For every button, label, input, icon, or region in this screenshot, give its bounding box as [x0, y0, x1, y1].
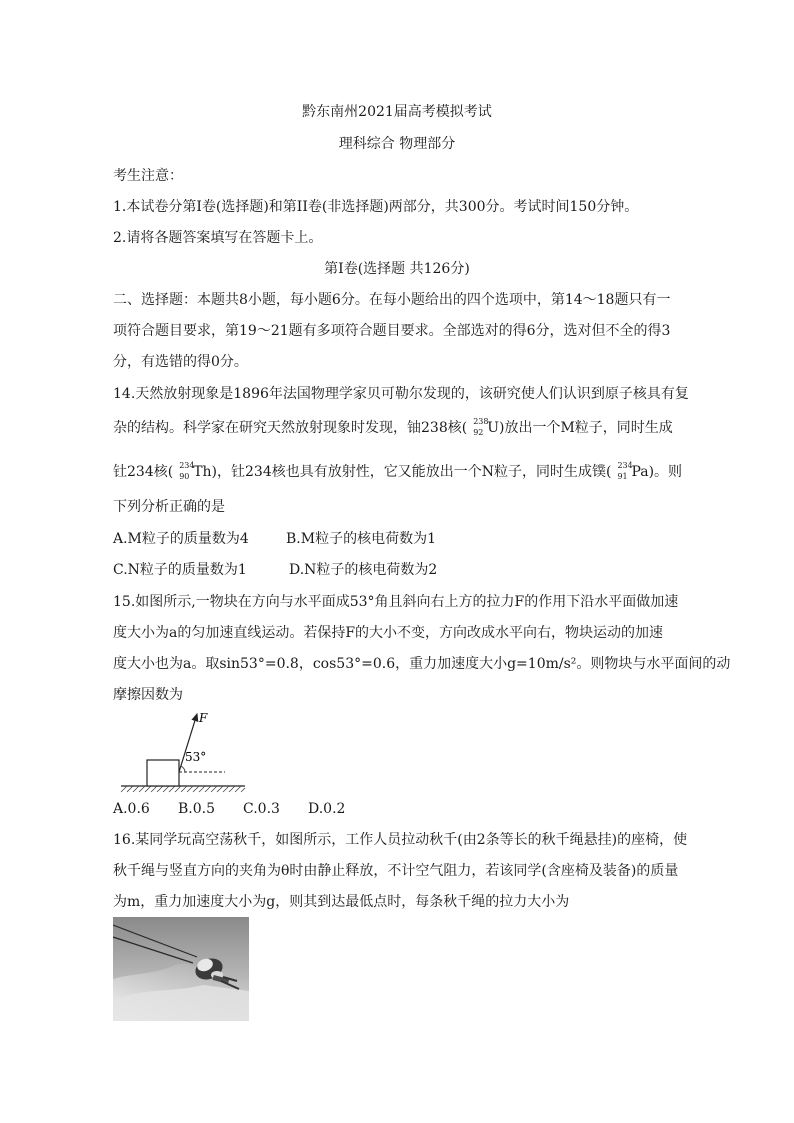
- q15-line-2: 度大小为a的匀加速直线运动。若保持F的大小不变，方向改成水平向右，物块运动的加速: [113, 625, 664, 641]
- q14-line-1: 14.天然放射现象是1896年法国物理学家贝可勒尔发现的，该研究使人们认识到原子核具有复: [113, 386, 689, 402]
- thorium-isotope: [173, 462, 193, 482]
- uranium-mass-number: 238: [473, 417, 489, 426]
- q15-option-d[interactable]: D.0.2: [308, 801, 346, 817]
- angle-arc: [181, 766, 185, 772]
- section-title: 第I卷(选择题 共126分): [324, 261, 470, 277]
- angle-label: 53°: [185, 750, 207, 764]
- q14-line-2: [113, 418, 673, 438]
- q16-line-3: 为m，重力加速度大小为g，则其到达最低点时，每条秋千绳的拉力大小为: [113, 894, 570, 910]
- thorium-symbol: Th: [193, 464, 212, 480]
- notice-heading: 考生注意：: [113, 168, 183, 184]
- thorium-mass-number: 234: [179, 461, 195, 470]
- notice-item-2: 2.请将各题答案填写在答题卡上。: [113, 230, 323, 246]
- q15-option-c[interactable]: C.0.3: [243, 801, 280, 817]
- q15-line-3: 度大小也为a。取sin53°=0.8，cos53°=0.6，重力加速度大小g=10m/s²。则物块与水平面间的动: [113, 656, 731, 672]
- exam-title: 黔东南州2021届高考模拟考试: [302, 104, 492, 120]
- q15-line-4: 摩擦因数为: [113, 687, 183, 703]
- q14-line-3-b: )，钍234核也具有放射性，它又能放出一个N粒子，同时生成镤(: [211, 464, 612, 480]
- q15-line-1: 15.如图所示,一物块在方向与水平面成53°角且斜向右上方的拉力F的作用下沿水平面做加速: [113, 594, 679, 610]
- force-label: F: [199, 711, 208, 725]
- instructions-line-3: 分，有选错的得0分。: [113, 354, 248, 370]
- q16-line-2: 秋千绳与竖直方向的夹角为θ时由静止释放，不计空气阻力，若该同学(含座椅及装备)的质量: [113, 863, 679, 879]
- q14-line-3: [113, 462, 682, 482]
- q14-line-3-c: )。则: [648, 464, 683, 480]
- block: [147, 760, 179, 786]
- instructions-line-1: 二、选择题：本题共8小题，每小题6分。在每小题给出的四个选项中，第14～18题只有一: [113, 292, 671, 308]
- protactinium-atomic-number: 91: [617, 472, 628, 481]
- q14-line-2-text: 杂的结构。科学家在研究天然放射现象时发现，铀238核(: [113, 420, 468, 436]
- q14-line-4: 下列分析正确的是: [113, 499, 225, 515]
- uranium-atomic-number: 92: [473, 428, 484, 437]
- instructions-line-2: 项符合题目要求，第19～21题有多项符合题目要求。全部选对的得6分，选对但不全的得3: [113, 323, 671, 339]
- q14-option-a[interactable]: A.M粒子的质量数为4: [113, 531, 249, 547]
- uranium-symbol: U: [487, 420, 499, 436]
- q14-line-2-end: )放出一个M粒子，同时生成: [499, 420, 673, 436]
- exam-subtitle: 理科综合 物理部分: [338, 136, 456, 152]
- q15-option-b[interactable]: B.0.5: [178, 801, 216, 817]
- ground-hatching: [121, 786, 245, 792]
- q14-option-c[interactable]: C.N粒子的质量数为1: [113, 562, 247, 578]
- q15-option-a[interactable]: A.0.6: [113, 801, 150, 817]
- q16-line-1: 16.某同学玩高空荡秋千，如图所示，工作人员拉动秋千(由2条等长的秋千绳悬挂)的座椅，使: [113, 832, 688, 848]
- block-force-diagram: [113, 706, 253, 794]
- notice-item-1: 1.本试卷分第I卷(选择题)和第II卷(非选择题)两部分，共300分。考试时间150分钟。: [113, 199, 639, 215]
- protactinium-symbol: Pa: [631, 464, 649, 480]
- q14-line-3-a: 钍234核(: [113, 464, 174, 480]
- swing-photo: [113, 917, 249, 1021]
- protactinium-mass-number: 234: [617, 461, 633, 470]
- q14-option-d[interactable]: D.N粒子的核电荷数为2: [289, 562, 438, 578]
- protactinium-isotope: [611, 462, 631, 482]
- q14-option-b[interactable]: B.M粒子的核电荷数为1: [286, 531, 436, 547]
- thorium-atomic-number: 90: [179, 472, 190, 481]
- uranium-isotope: [467, 418, 487, 438]
